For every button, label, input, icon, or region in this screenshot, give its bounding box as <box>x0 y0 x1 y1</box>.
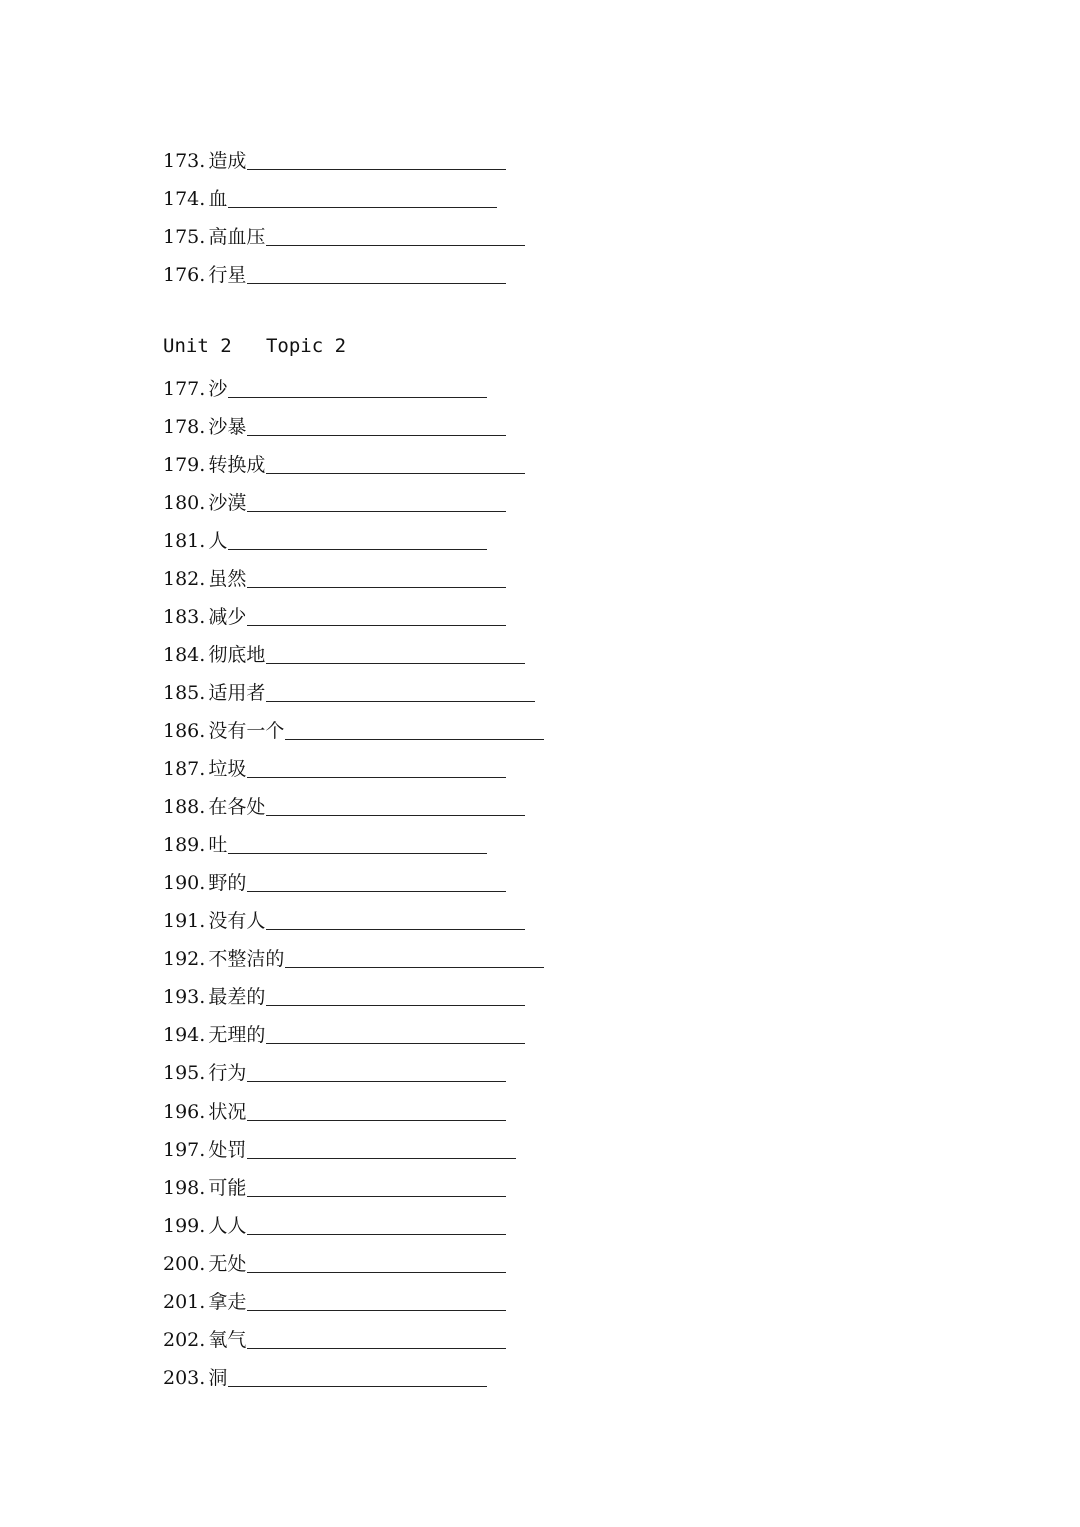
item-number: 184. <box>163 644 206 666</box>
vocab-item-200 <box>163 1241 506 1275</box>
vocab-item-180 <box>163 480 506 514</box>
vocab-item-202 <box>163 1317 506 1351</box>
vocab-item-186 <box>163 708 544 742</box>
vocab-item-189 <box>163 822 487 856</box>
item-number: 187. <box>163 758 206 780</box>
answer-blank[interactable] <box>266 929 525 930</box>
item-prompt: 拿走 <box>208 1291 247 1313</box>
answer-blank[interactable] <box>285 739 544 740</box>
item-prompt: 状况 <box>208 1101 247 1123</box>
item-prompt: 沙暴 <box>208 416 247 438</box>
item-prompt: 虽然 <box>208 568 247 590</box>
vocab-item-199 <box>163 1203 506 1237</box>
answer-blank[interactable] <box>247 1196 506 1197</box>
vocab-item-173 <box>163 138 506 172</box>
item-number: 191. <box>163 910 206 932</box>
item-prompt: 垃圾 <box>208 758 247 780</box>
vocab-item-191 <box>163 898 525 932</box>
vocab-item-196 <box>163 1089 506 1123</box>
item-prompt: 在各处 <box>208 796 266 818</box>
item-prompt: 行星 <box>208 264 247 286</box>
item-prompt: 适用者 <box>208 682 266 704</box>
vocab-item-174 <box>163 176 497 210</box>
answer-blank[interactable] <box>247 1234 506 1235</box>
vocab-item-197 <box>163 1127 516 1161</box>
item-prompt: 血 <box>208 188 228 210</box>
item-number: 177. <box>163 378 206 400</box>
item-number: 203. <box>163 1367 206 1389</box>
vocab-item-179 <box>163 442 525 476</box>
item-number: 198. <box>163 1177 206 1199</box>
item-number: 180. <box>163 492 206 514</box>
vocab-item-175 <box>163 214 525 248</box>
answer-blank[interactable] <box>228 853 487 854</box>
item-prompt: 洞 <box>208 1367 228 1389</box>
item-number: 195. <box>163 1062 206 1084</box>
vocab-item-195 <box>163 1050 506 1084</box>
vocab-item-188 <box>163 784 525 818</box>
item-number: 174. <box>163 188 206 210</box>
item-prompt: 减少 <box>208 606 247 628</box>
item-number: 188. <box>163 796 206 818</box>
answer-blank[interactable] <box>266 663 525 664</box>
answer-blank[interactable] <box>247 1310 506 1311</box>
answer-blank[interactable] <box>247 511 506 512</box>
vocab-item-182 <box>163 556 506 590</box>
item-number: 194. <box>163 1024 206 1046</box>
item-number: 201. <box>163 1291 206 1313</box>
item-number: 202. <box>163 1329 206 1351</box>
vocab-item-185 <box>163 670 535 704</box>
item-number: 196. <box>163 1101 206 1123</box>
item-number: 199. <box>163 1215 206 1237</box>
item-prompt: 人人 <box>208 1215 247 1237</box>
item-number: 179. <box>163 454 206 476</box>
answer-blank[interactable] <box>247 435 506 436</box>
answer-blank[interactable] <box>247 625 506 626</box>
item-prompt: 无理的 <box>208 1024 266 1046</box>
item-number: 193. <box>163 986 206 1008</box>
answer-blank[interactable] <box>247 777 506 778</box>
answer-blank[interactable] <box>247 1348 506 1349</box>
item-prompt: 可能 <box>208 1177 247 1199</box>
item-prompt: 行为 <box>208 1062 247 1084</box>
answer-blank[interactable] <box>247 169 506 170</box>
item-number: 185. <box>163 682 206 704</box>
vocab-item-187 <box>163 746 506 780</box>
item-number: 190. <box>163 872 206 894</box>
vocab-item-198 <box>163 1165 506 1199</box>
item-number: 178. <box>163 416 206 438</box>
item-prompt: 野的 <box>208 872 247 894</box>
item-number: 175. <box>163 226 206 248</box>
item-prompt: 氧气 <box>208 1329 247 1351</box>
item-number: 189. <box>163 834 206 856</box>
answer-blank[interactable] <box>266 1005 525 1006</box>
item-number: 197. <box>163 1139 206 1161</box>
item-prompt: 人 <box>208 530 228 552</box>
item-prompt: 不整洁的 <box>208 948 285 970</box>
answer-blank[interactable] <box>247 1272 506 1273</box>
item-number: 200. <box>163 1253 206 1275</box>
item-prompt: 没有人 <box>208 910 266 932</box>
answer-blank[interactable] <box>228 549 487 550</box>
item-prompt: 最差的 <box>208 986 266 1008</box>
answer-blank[interactable] <box>247 891 506 892</box>
vocab-item-177 <box>163 366 487 400</box>
vocab-item-203 <box>163 1355 487 1389</box>
vocab-item-181 <box>163 518 487 552</box>
item-number: 182. <box>163 568 206 590</box>
vocab-item-193 <box>163 974 525 1008</box>
vocab-item-192 <box>163 936 544 970</box>
answer-blank[interactable] <box>247 1081 506 1082</box>
section-heading: Unit 2 Topic 2 <box>163 335 347 357</box>
answer-blank[interactable] <box>228 207 497 208</box>
answer-blank[interactable] <box>247 1120 506 1121</box>
item-prompt: 无处 <box>208 1253 247 1275</box>
answer-blank[interactable] <box>247 587 506 588</box>
item-prompt: 没有一个 <box>208 720 285 742</box>
vocab-item-190 <box>163 860 506 894</box>
vocab-item-178 <box>163 404 506 438</box>
answer-blank[interactable] <box>266 815 525 816</box>
item-prompt: 彻底地 <box>208 644 266 666</box>
vocab-item-201 <box>163 1279 506 1313</box>
item-prompt: 高血压 <box>208 226 266 248</box>
answer-blank[interactable] <box>266 245 525 246</box>
item-prompt: 转换成 <box>208 454 266 476</box>
item-number: 186. <box>163 720 206 742</box>
vocab-item-176 <box>163 252 506 286</box>
answer-blank[interactable] <box>266 473 525 474</box>
vocab-item-184 <box>163 632 525 666</box>
item-prompt: 沙 <box>208 378 228 400</box>
item-number: 181. <box>163 530 206 552</box>
answer-blank[interactable] <box>247 1158 516 1159</box>
answer-blank[interactable] <box>247 283 506 284</box>
vocab-item-194 <box>163 1012 525 1046</box>
answer-blank[interactable] <box>285 967 544 968</box>
item-number: 173. <box>163 150 206 172</box>
item-number: 192. <box>163 948 206 970</box>
item-number: 176. <box>163 264 206 286</box>
item-prompt: 沙漠 <box>208 492 247 514</box>
item-prompt: 造成 <box>208 150 247 172</box>
answer-blank[interactable] <box>266 701 535 702</box>
answer-blank[interactable] <box>228 397 487 398</box>
item-prompt: 处罚 <box>208 1139 247 1161</box>
vocab-item-183 <box>163 594 506 628</box>
item-number: 183. <box>163 606 206 628</box>
answer-blank[interactable] <box>228 1386 487 1387</box>
item-prompt: 吐 <box>208 834 228 856</box>
answer-blank[interactable] <box>266 1043 525 1044</box>
